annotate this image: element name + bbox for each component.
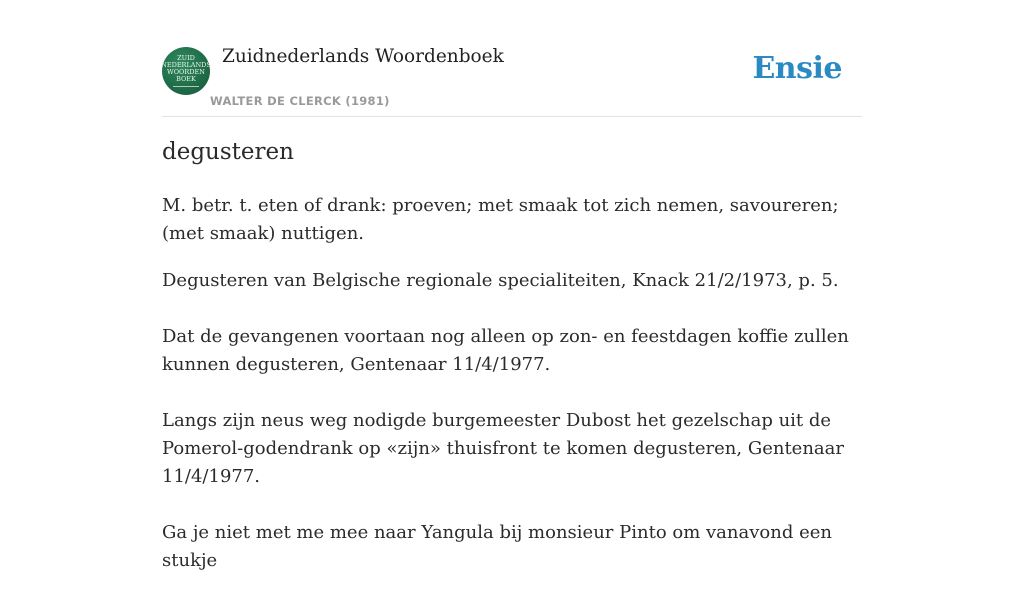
dictionary-author: WALTER DE CLERCK (1981) [210,94,390,108]
citation-item: Dat de gevangenen voortaan nog alleen op zon- en feestdagen koffie zullen kunnen degusteren, Gentenaar 11/4/1977. [162,326,849,375]
logo-text-line-4: BOEK [176,75,196,83]
entry-definition: M. betr. t. eten of drank: proeven; met smaak tot zich nemen, savoureren; (met smaak) nuttigen. [162,195,839,244]
dictionary-logo[interactable] [162,47,210,95]
dictionary-header [162,0,862,117]
logo-rule [173,86,199,87]
citation-item: Ga je niet met me mee naar Yangula bij monsieur Pinto om vanavond een stukje [162,522,832,571]
citation-item: Degusteren van Belgische regionale specialiteiten, Knack 21/2/1973, p. 5. [162,270,839,291]
citation-item: Langs zijn neus weg nodigde burgemeester Dubost het gezelschap uit de Pomerol-godendrank op «zijn» thuisfront te komen degusteren, Gentenaar 11/4/1977. [162,410,844,487]
dictionary-title[interactable]: Zuidnederlands Woordenboek [222,46,504,67]
logo-text-line-3: WOORDEN [167,68,205,76]
logo-text-line-1: ZUID [177,54,195,62]
ensie-logo-link[interactable]: Ensie [752,51,842,86]
logo-text-line-2: NEDERLANDS [161,61,211,69]
entry-headword: degusteren [162,139,294,165]
citation-list [162,267,862,603]
content-column [161,0,862,571]
